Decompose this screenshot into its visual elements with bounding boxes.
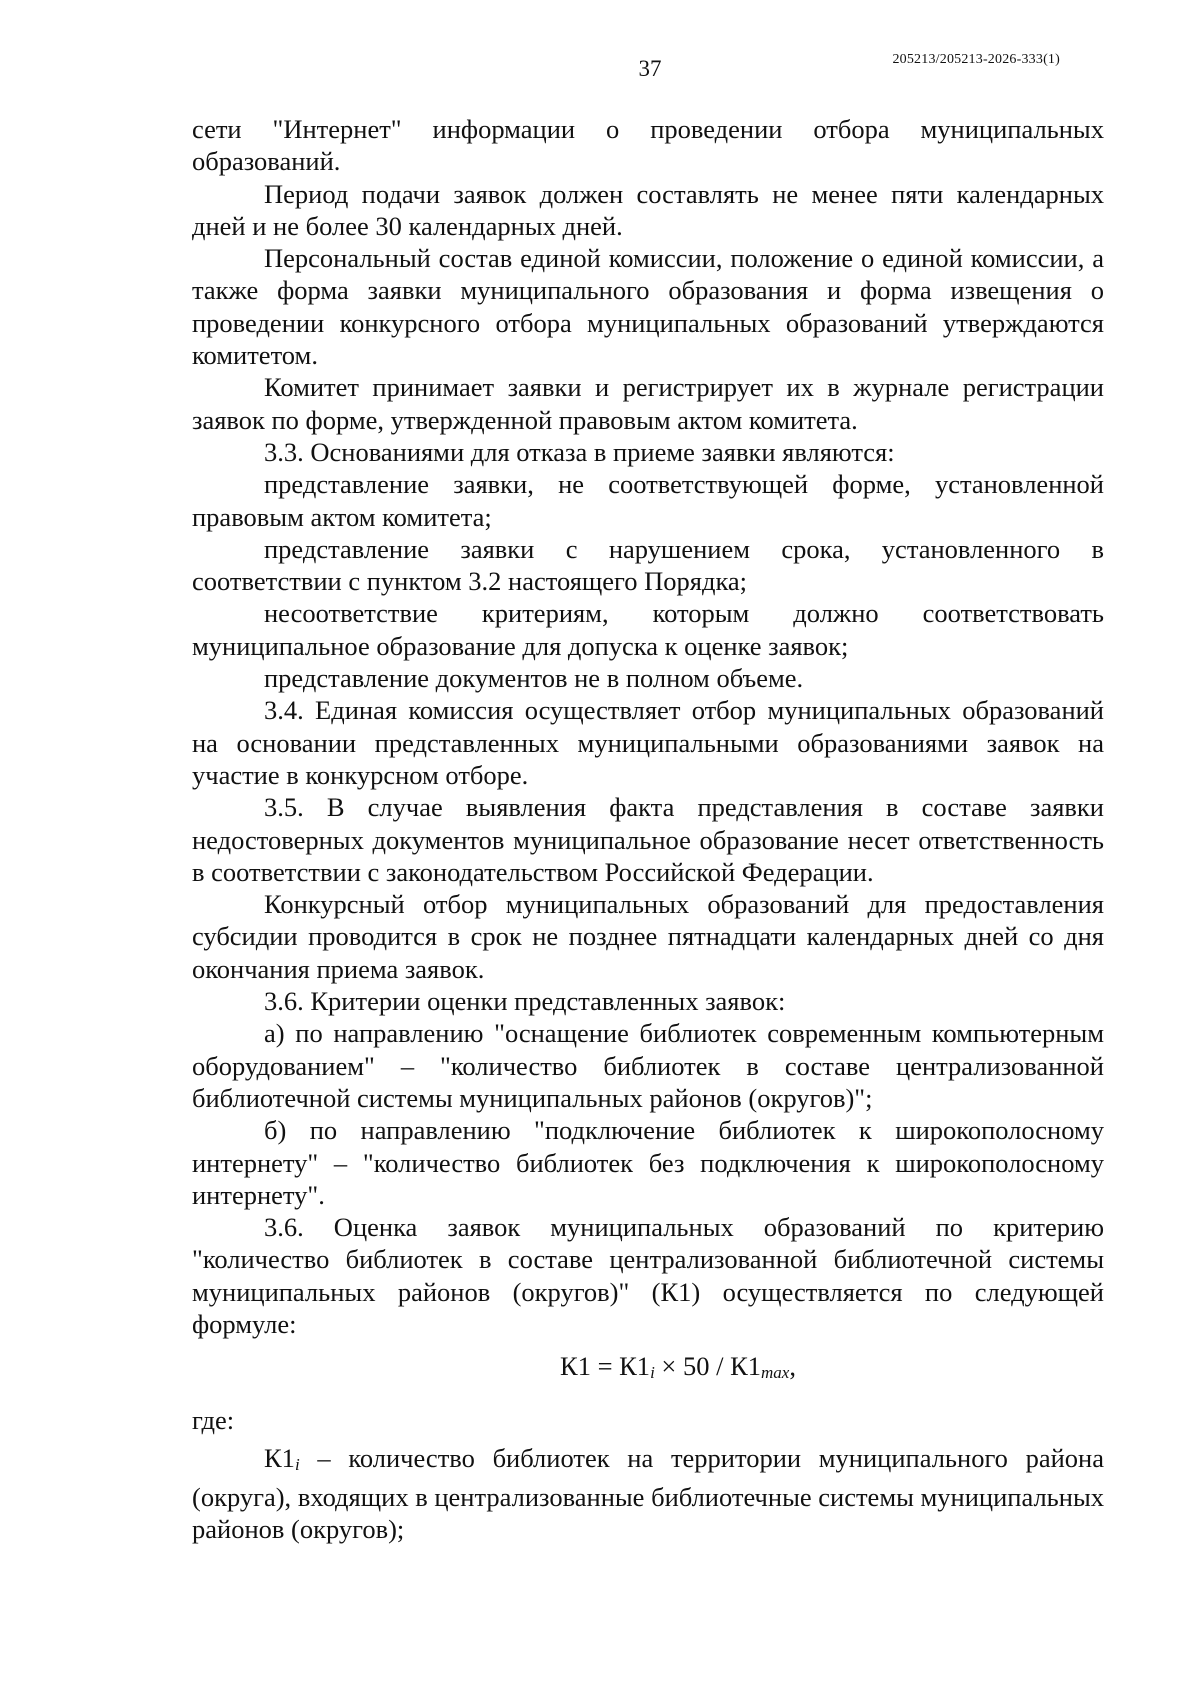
page-number: 37 [638,56,662,81]
paragraph: 3.6. Оценка заявок муниципальных образований по критерию "количество библиотек в составе централизованной библиотечной системы муниципальных районов (округов)" (К1) осуществляется по следующей формуле: [192,1212,1104,1339]
list-item: б) по направлению "подключение библиотек к широкополосному интернету" – "количество библиотек без подключения к широкополосному интернету". [192,1115,1104,1210]
paragraph: 3.5. В случае выявления факта представления в составе заявки недостоверных документов муниципальное образование несет ответственность в соответствии с законодательством Российской Федерации. [192,792,1104,887]
list-item: а) по направлению "оснащение библиотек современным компьютерным оборудованием" – "количество библиотек в составе централизованной библиотечной системы муниципальных районов (округов)"; [192,1018,1104,1113]
section-heading: 3.3. Основаниями для отказа в приеме заявки являются: [264,436,895,467]
paragraph: Конкурсный отбор муниципальных образований для предоставления субсидии проводится в срок не позднее пятнадцати календарных дней со дня окончания приема заявок. [192,889,1104,984]
formula-subscript-i: i [650,1363,655,1383]
paragraph: 3.4. Единая комиссия осуществляет отбор муниципальных образований на основании представленных муниципальными образованиями заявок на участие в конкурсном отборе. [192,695,1104,790]
formula [192,1350,1104,1389]
section-heading: 3.6. Критерии оценки представленных заявок: [264,986,786,1017]
formula-lhs: К1 = К1 [560,1351,651,1382]
definition [192,1442,1104,1546]
paragraph: Персональный состав единой комиссии, положение о единой комиссии, а также форма заявки муниципального образования и форма извещения о проведении конкурсного отбора муниципальных образований утверждаются комитетом. [192,243,1104,371]
list-item: несоответствие критериям, которым должно соответствовать муниципальное образование для допуска к оценке заявок; [192,598,1104,661]
formula-tail: , [789,1351,796,1382]
paragraph: сети "Интернет" информации о проведении отбора муниципальных образований. [192,114,1104,177]
list-item: представление заявки, не соответствующей форме, установленной правовым актом комитета; [192,469,1104,532]
list-item: представление документов не в полном объеме. [264,663,804,694]
document-body [192,113,1104,1546]
definition-subscript: i [294,1454,300,1474]
paragraph: Период подачи заявок должен составлять не менее пяти календарных дней и не более 30 календарных дней. [192,178,1104,241]
list-item: представление заявки с нарушением срока, установленного в соответствии с пунктом 3.2 настоящего Порядка; [192,533,1104,597]
document-code: 205213/205213-2026-333(1) [892,52,1060,67]
where-label: где: [192,1404,235,1435]
formula-subscript-max: max [761,1363,790,1383]
formula-mid: × 50 / К1 [654,1351,762,1382]
definition-symbol: К1 [264,1442,295,1473]
paragraph: Комитет принимает заявки и регистрирует их в журнале регистрации заявок по форме, утвержденной правовым актом комитета. [192,372,1104,435]
definition-text: – количество библиотек на территории муниципального района (округа), входящих в централизованные библиотечные системы муниципальных районов (округов); [192,1442,1104,1545]
